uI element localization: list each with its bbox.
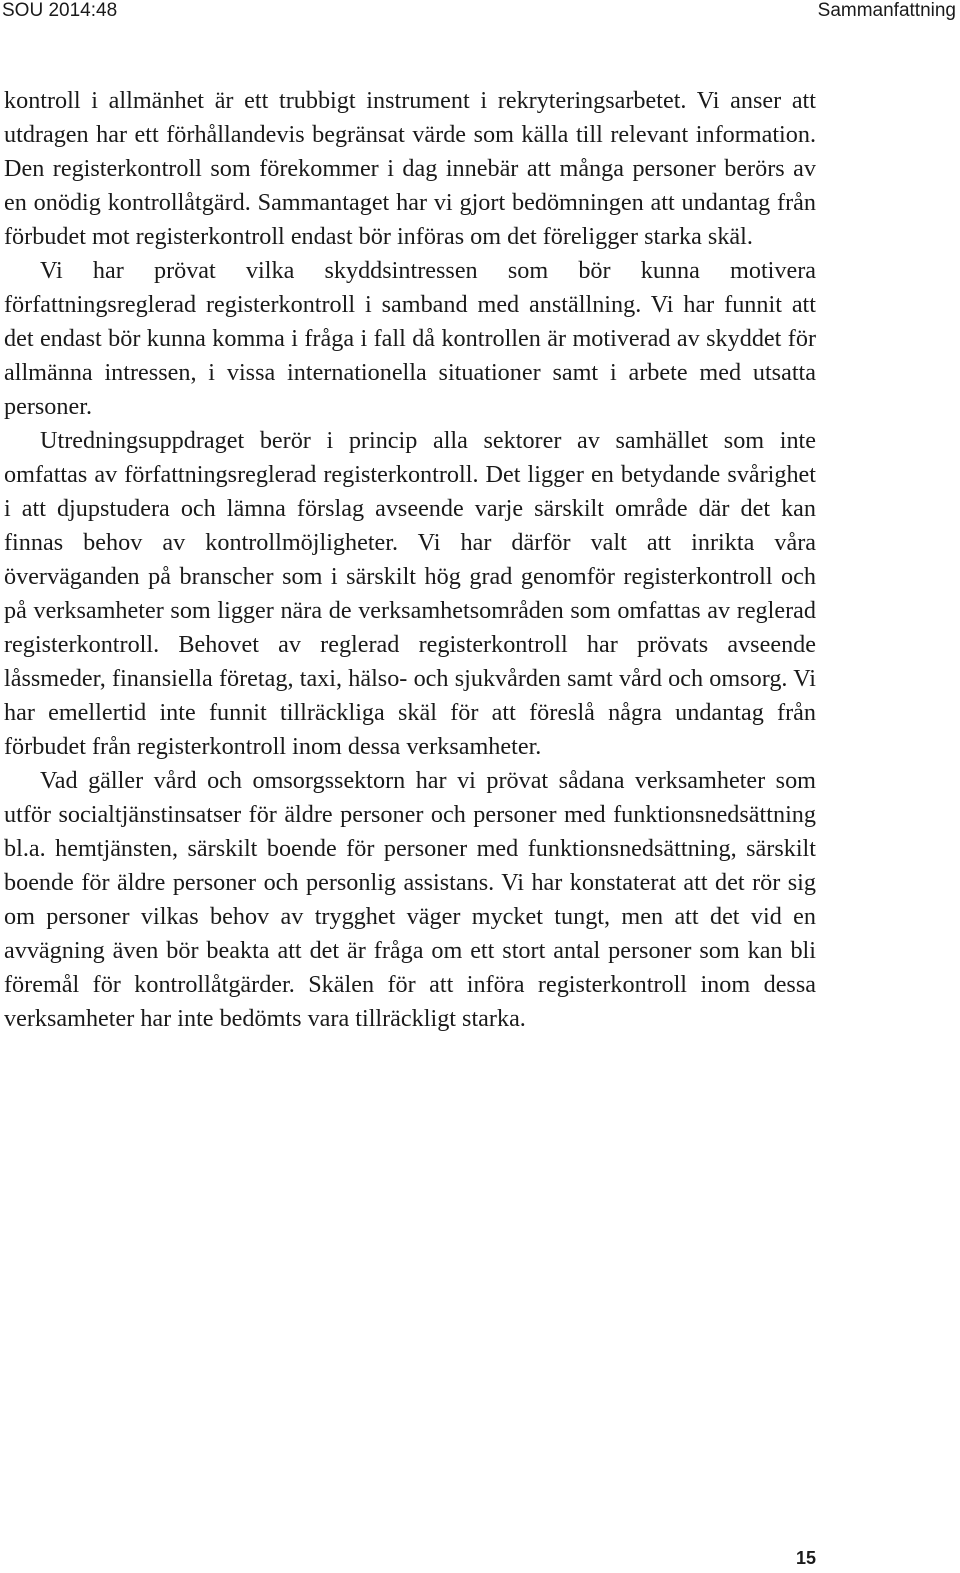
body-text xyxy=(4,84,816,1036)
paragraph: Vad gäller vård och omsorgssektorn har vi prövat sådana verksamheter som utför socialtjänstinsatser för äldre personer och personer med funktionsnedsättning bl.a. hemtjänsten, särskilt boende för personer med funktionsnedsättning, särskilt boende för äldre personer och personlig assistans. Vi har konstaterat att det rör sig om personer vilkas behov av trygghet väger mycket tungt, men att det vid en avvägning även bör beakta att det är fråga om ett stort antal personer som kan bli föremål för kontrollåtgärder. Skälen för att införa registerkontroll inom dessa verksamheter har inte bedömts vara tillräckligt starka. xyxy=(4,767,816,1032)
paragraph: Utredningsuppdraget berör i princip alla sektorer av samhället som inte omfattas av författningsreglerad registerkontroll. Det ligger en betydande svårighet i att djupstudera och lämna förslag avseende varje särskilt område där det kan finnas behov av kontrollmöjligheter. Vi har därför valt att inrikta våra överväganden på branscher som i särskilt hög grad genomför registerkontroll och på verksamheter som ligger nära de verksamhetsområden som omfattas av reglerad registerkontroll. Behovet av reglerad registerkontroll har prövats avseende låssmeder, finansiella företag, taxi, hälso- och sjukvården samt vård och omsorg. Vi har emellertid inte funnit tillräckliga skäl för att föreslå några undantag från förbudet från registerkontroll inom dessa verksamheter. xyxy=(4,427,816,760)
page-number: 15 xyxy=(795,1548,816,1568)
section-title: Sammanfattning xyxy=(817,0,956,21)
document-reference: SOU 2014:48 xyxy=(2,0,118,21)
paragraph: kontroll i allmänhet är ett trubbigt instrument i rekryteringsarbetet. Vi anser att utdragen har ett förhållandevis begränsat värde som källa till relevant information. Den registerkontroll som förekommer i dag innebär att många personer berörs av en onödig kontrollåtgärd. Sammantaget har vi gjort bedömningen att undantag från förbudet mot registerkontroll endast bör införas om det föreligger starka skäl. xyxy=(4,87,816,250)
paragraph: Vi har prövat vilka skyddsintressen som bör kunna motivera författningsreglerad registerkontroll i samband med anställning. Vi har funnit att det endast bör kunna komma i fråga i fall då kontrollen är motiverad av skyddet för allmänna intressen, i vissa internationella situationer samt i arbete med utsatta personer. xyxy=(4,257,816,420)
running-header xyxy=(0,0,960,24)
